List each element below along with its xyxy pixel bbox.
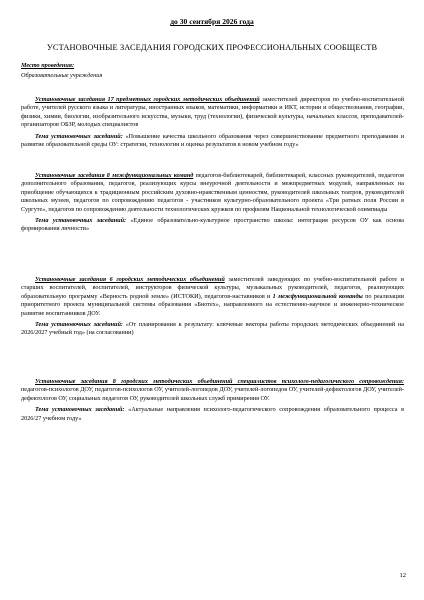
section-body: педагогов-библиотекарей, библиотекарей, классных руководителей, педагогов дополнительного образования, педагогов, реализующих курсы внеурочной деятельности и межпредметных модулей, направленных на приобщение обучающихся к традиционным российским духовно-нравственным ценностям, руководителей школьных театров, руководителей школьных музеев, педагогов по сопровождению педагогов - участников культурно-образовательного проекта «Три ратных поля России в Сургуте», педагогов по сопровождению деятельности технологических кружков по профилям Национальной технологической олимпиады (21, 172, 404, 213)
venue-value: Образовательные учреждения (21, 72, 103, 79)
page-title: УСТАНОВОЧНЫЕ ЗАСЕДАНИЯ ГОРОДСКИХ ПРОФЕССИОНАЛЬНЫХ СООБЩЕСТВ (46, 43, 378, 52)
section-subject-associations (21, 96, 404, 149)
section-lead: Установочные заседания 8 межфункциональных команд (35, 172, 194, 179)
theme-label: Тема установочных заседаний: (35, 321, 123, 329)
section-theme (21, 217, 404, 234)
section-body-emphasis: 1 межфункциональной команды (272, 292, 363, 300)
section-body: педагогов-психологов ДОУ, педагогов-психологов ОУ, учителей-логопедов ДОУ, учителей-логопедов ОУ, учителей-дефектологов ДОУ, учителей-дефектологов ОУ, социальных педагогов ОУ, руководителей школьных служб примирения ОУ. (21, 386, 404, 402)
section-cross-functional-teams (21, 172, 404, 234)
theme-text: «Единое образовательно-культурное пространство школы: интеграция ресурсов ОУ как основа формирования личности» (21, 217, 404, 233)
section-theme (21, 321, 404, 338)
section-lead: Установочные заседания 6 городских методических объединений (35, 276, 225, 283)
section-preschool-associations (21, 276, 404, 338)
page-number: 12 (399, 572, 406, 579)
theme-label: Тема установочных заседаний: (35, 406, 125, 414)
section-lead: Установочные заседания 8 городских методических объединений специалистов психолого-педагогического сопровождения: (35, 378, 404, 385)
theme-label: Тема установочных заседаний: (35, 217, 127, 225)
section-body: заместителей заведующих по учебно-воспитательной работе и старших воспитателей, воспитателей, инструкторов физической культуры, музыкальных руководителей, педагогов, реализующих образовательную программу «Верность родной земле» (ИСТОКИ), педагогов-наставников и (21, 276, 404, 300)
section-body: заместителей директоров по учебно-воспитательной работе, учителей русского языка и литературы, иностранных языков, математики, информатики и ИКТ, истории и обществознания, географии, физики, химии, биологии, изобразительного искусства, музыки, труд (технологии), физической культуры, начальных классов, преподавателей-организаторов ОБЗР, молодых специалистов (21, 96, 405, 129)
section-description (21, 378, 404, 403)
section-description (21, 276, 404, 318)
section-theme (21, 133, 404, 150)
section-description (21, 96, 404, 130)
section-theme (21, 406, 404, 423)
theme-text: «Повышение качества школьного образования через совершенствование предметного преподавания и развитие образовательной среды ОУ: стратегии, технологии и оценка результатов в новом учебном году» (21, 132, 405, 149)
theme-label: Тема установочных заседаний: (35, 132, 123, 140)
theme-text: «От планирования к результату: ключевые векторы работы городских методических объединений на 2026/2027 учебный год» (на согласовании) (21, 321, 404, 337)
venue-label: Место проведения: (21, 62, 75, 69)
section-psychological-support (21, 378, 404, 423)
section-body-tail: по реализации приоритетного проекта муниципальной системы образования «Биотех», направленного на естественно-научное и инженерно-техническое развитие воспитанников ДОУ. (21, 292, 404, 317)
section-description (21, 172, 404, 214)
theme-text: «Актуальные направления психолого-педагогического сопровождения образовательного процесса в 2026/27 учебном году» (21, 406, 404, 422)
section-lead: Установочные заседания 17 предметных городских методических объединений (35, 96, 260, 103)
event-date: до 30 сентября 2026 года (170, 17, 254, 26)
